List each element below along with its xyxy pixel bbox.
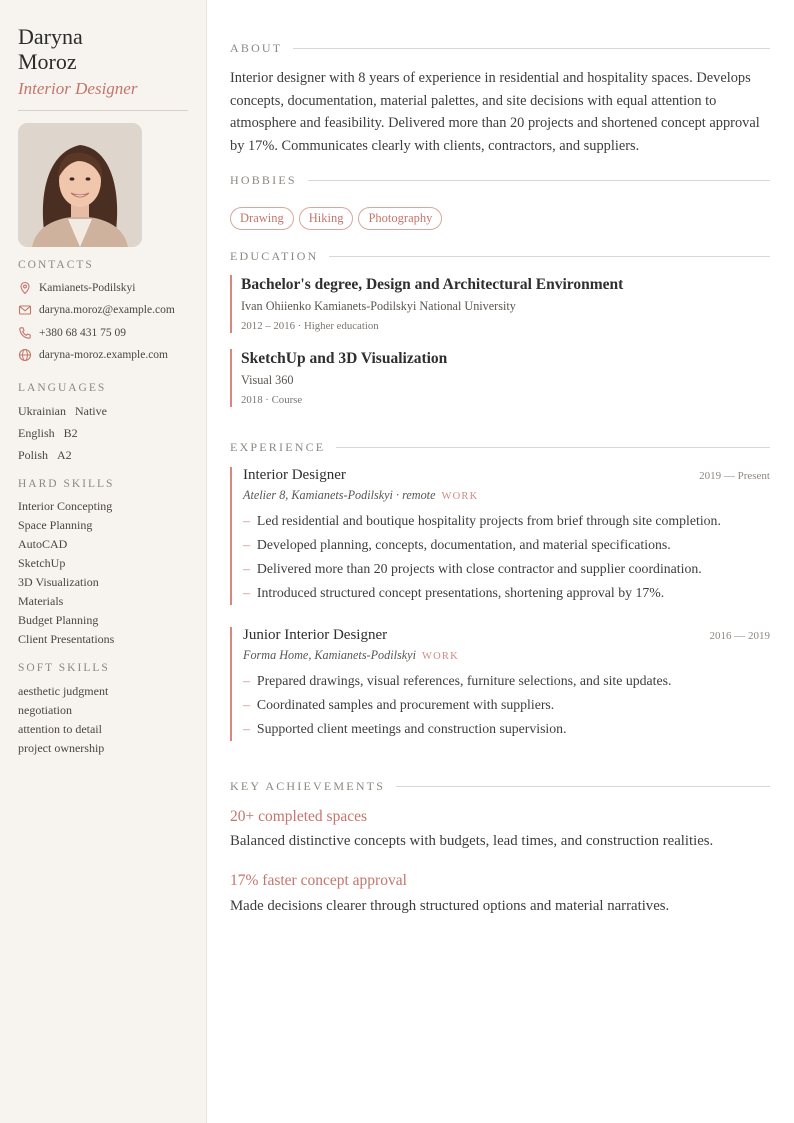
hard-skill-item: AutoCAD [18, 537, 68, 551]
job-type-tag: WORK [421, 651, 459, 662]
language-name: Polish [18, 448, 49, 462]
achievement-text: Made decisions clearer through structured options and material narratives. [230, 898, 670, 914]
education-heading [230, 249, 770, 264]
hard-skills-heading: HARD SKILLS [18, 478, 115, 490]
language-item [18, 426, 78, 441]
achievements-heading [230, 779, 770, 794]
education-title: Bachelor's degree, Design and Architectural Environment [241, 276, 624, 293]
envelope-icon [18, 303, 32, 317]
job-bullets [243, 509, 770, 605]
hard-skill-item: Materials [18, 594, 64, 608]
first-name: Daryna [18, 24, 83, 49]
location-pin-icon [18, 281, 32, 295]
contact-phone[interactable] [18, 325, 126, 341]
education-institution: Ivan Ohiienko Kamianets-Podilskyi National University [241, 299, 516, 313]
language-level: Native [74, 404, 107, 418]
about-heading-label: ABOUT [230, 41, 283, 55]
contact-website[interactable] [18, 347, 168, 363]
hard-skill-item: 3D Visualization [18, 575, 99, 589]
soft-skill-item: project ownership [18, 741, 105, 755]
achievement-title: 17% faster concept approval [230, 872, 407, 889]
experience-heading [230, 440, 770, 455]
hard-skill-item: SketchUp [18, 556, 66, 570]
hard-skill-item: Budget Planning [18, 613, 99, 627]
contacts-heading: CONTACTS [18, 259, 94, 271]
achievements-heading-label: KEY ACHIEVEMENTS [230, 779, 386, 793]
achievement-title: 20+ completed spaces [230, 808, 368, 825]
phone-icon [18, 326, 32, 340]
heading-rule [396, 786, 770, 787]
contact-location [18, 280, 135, 296]
language-item [18, 404, 107, 419]
achievement-text: Balanced distinctive concepts with budgets, lead times, and construction realities. [230, 833, 714, 849]
job-dates: 2016 — 2019 [709, 630, 770, 642]
hard-skill-item: Interior Concepting [18, 499, 113, 513]
job-title: Junior Interior Designer [243, 627, 388, 643]
job-bullet: – Coordinated samples and procurement with suppliers. [243, 697, 555, 712]
job-bullet: – Supported client meetings and construction supervision. [243, 721, 567, 736]
hobby-chip: Drawing [230, 207, 294, 230]
hobbies-heading [230, 173, 770, 188]
job-company-text: Atelier 8, Kamianets-Podilskyi · remote [243, 488, 436, 502]
job-company [243, 648, 770, 663]
contact-phone-text: +380 68 431 75 09 [39, 327, 126, 339]
education-title: SketchUp and 3D Visualization [241, 350, 448, 367]
education-institution: Visual 360 [241, 373, 294, 387]
language-level: A2 [57, 448, 72, 462]
contact-email[interactable] [18, 302, 175, 318]
job-bullet: – Led residential and boutique hospitality projects from brief through site completion. [243, 513, 721, 528]
experience-heading-label: EXPERIENCE [230, 440, 326, 454]
language-level: B2 [63, 426, 78, 440]
globe-icon [18, 348, 32, 362]
job-bullet: – Delivered more than 20 projects with close contractor and supplier coordination. [243, 561, 702, 576]
job-type-tag: WORK [441, 491, 479, 502]
education-heading-label: EDUCATION [230, 249, 319, 263]
experience-entry [230, 627, 770, 741]
education-entry [230, 349, 781, 407]
heading-rule [329, 256, 770, 257]
job-bullets [243, 669, 770, 741]
job-dates: 2019 — Present [699, 470, 770, 482]
heading-rule [308, 180, 770, 181]
contact-website-text: daryna-moroz.example.com [39, 349, 168, 361]
soft-skill-item: negotiation [18, 703, 72, 717]
experience-entry [230, 467, 770, 605]
language-name: Ukrainian [18, 404, 66, 418]
job-bullet: – Developed planning, concepts, documentation, and material specifications. [243, 537, 671, 552]
languages-heading: LANGUAGES [18, 382, 107, 394]
heading-rule [293, 48, 770, 49]
hobbies-heading-label: HOBBIES [230, 173, 297, 187]
job-bullet: – Introduced structured concept presentations, shortening approval by 17%. [243, 585, 665, 600]
job-company [243, 488, 770, 503]
hard-skill-item: Client Presentations [18, 632, 115, 646]
hard-skill-item: Space Planning [18, 518, 93, 532]
candidate-name [18, 24, 83, 74]
about-heading [230, 41, 770, 56]
contact-email-text: daryna.moroz@example.com [39, 304, 175, 316]
job-bullet: – Prepared drawings, visual references, furniture selections, and site updates. [243, 673, 672, 688]
education-entry [230, 275, 781, 333]
last-name: Moroz [18, 49, 77, 74]
education-meta: 2012 – 2016 · Higher education [241, 320, 379, 332]
job-role: Interior Designer [18, 79, 138, 98]
soft-skill-item: attention to detail [18, 722, 102, 736]
soft-skills-heading: SOFT SKILLS [18, 662, 110, 674]
soft-skill-item: aesthetic judgment [18, 684, 109, 698]
profile-photo [18, 123, 142, 247]
language-name: English [18, 426, 55, 440]
education-meta: 2018 · Course [241, 394, 303, 406]
sidebar [0, 0, 207, 1123]
job-title: Interior Designer [243, 467, 346, 483]
hobby-chips [230, 207, 442, 230]
hobby-chip: Hiking [299, 207, 354, 230]
language-item [18, 448, 72, 463]
heading-rule [336, 447, 770, 448]
hobby-chip: Photography [358, 207, 442, 230]
divider [18, 110, 188, 111]
contact-location-text: Kamianets-Podilskyi [39, 282, 136, 294]
job-company-text: Forma Home, Kamianets-Podilskyi [243, 648, 416, 662]
about-text: Interior designer with 8 years of experience in residential and hospitality spaces. Develops concepts, documentation, material palettes, and site decisions with equal attention to atmosphere and feasibility. Delivered more than 20 projects and shortened concept approval by 17%. Communicates clearly with clients, contractors, and suppliers. [230, 70, 760, 154]
